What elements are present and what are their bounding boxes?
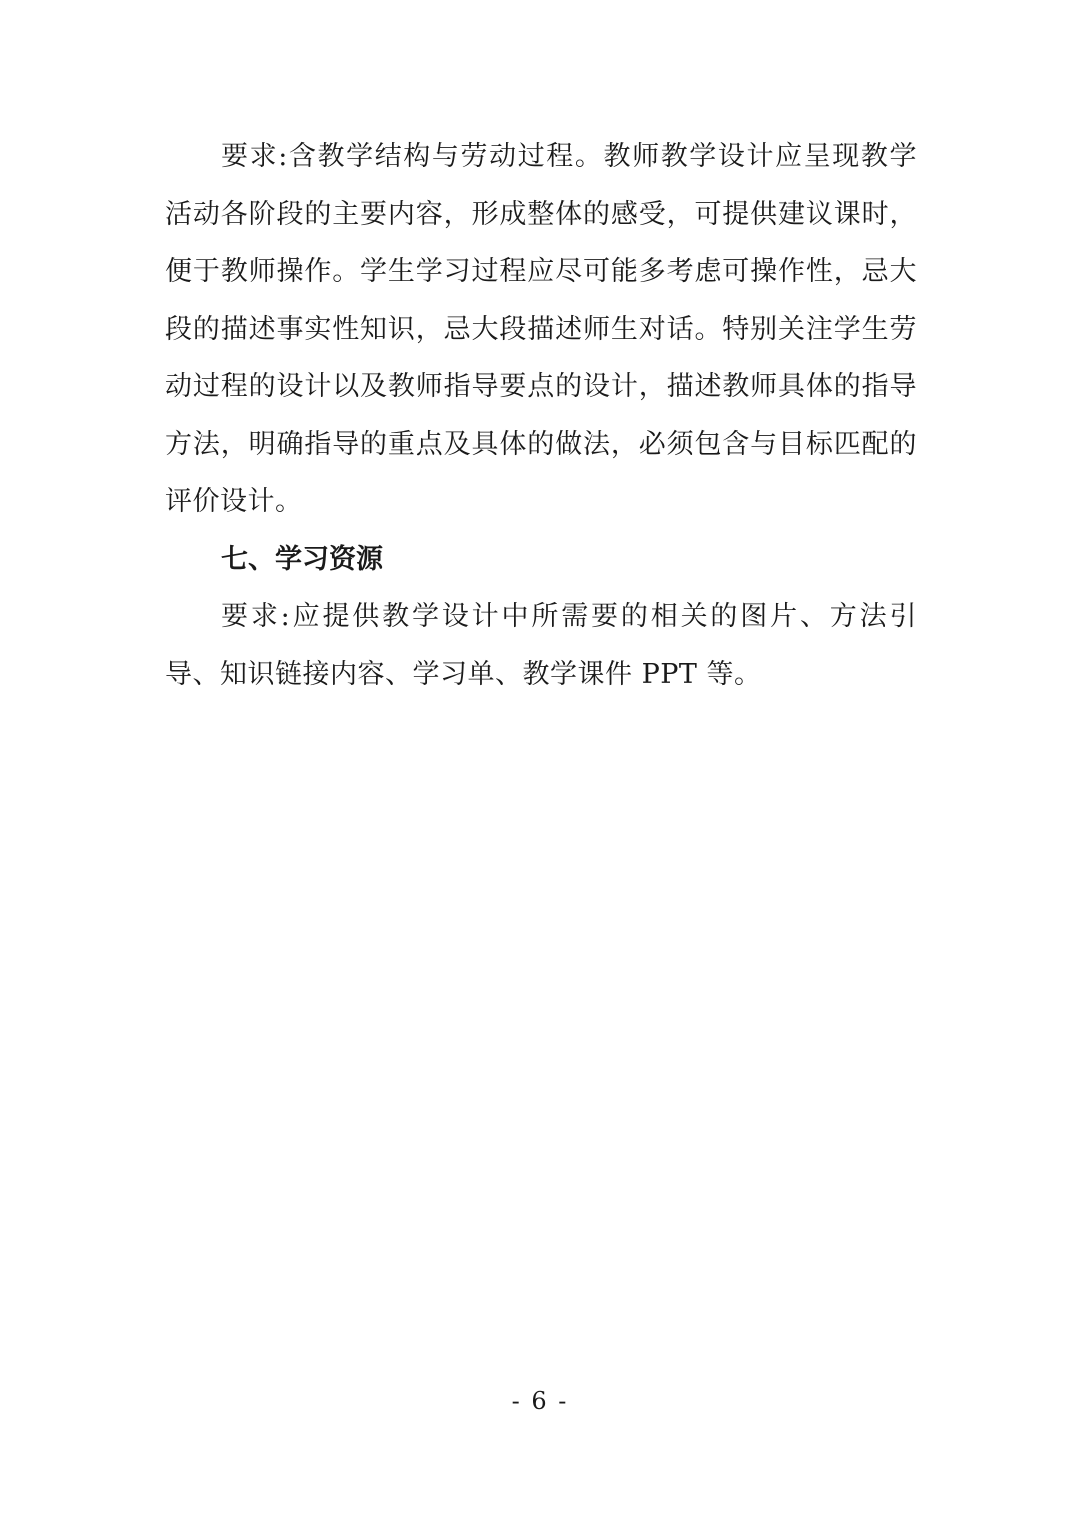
requirement-paragraph-learning-resources: 要求:应提供教学设计中所需要的相关的图片、方法引导、知识链接内容、学习单、教学课件 PPT 等。 xyxy=(165,601,917,690)
page-number: - 6 - xyxy=(511,1387,569,1415)
document-body xyxy=(165,128,917,703)
requirement-paragraph-teaching-structure: 要求:含教学结构与劳动过程。教师教学设计应呈现教学活动各阶段的主要内容，形成整体的感受，可提供建议课时，便于教师操作。学生学习过程应尽可能多考虑可操作性，忌大段的描述事实性知识，忌大段描述师生对话。特别关注学生劳动过程的设计以及教师指导要点的设计，描述教师具体的指导方法，明确指导的重点及具体的做法，必须包含与目标匹配的评价设计。 xyxy=(165,141,917,517)
section-heading-learning-resources: 七、学习资源 xyxy=(221,543,383,575)
